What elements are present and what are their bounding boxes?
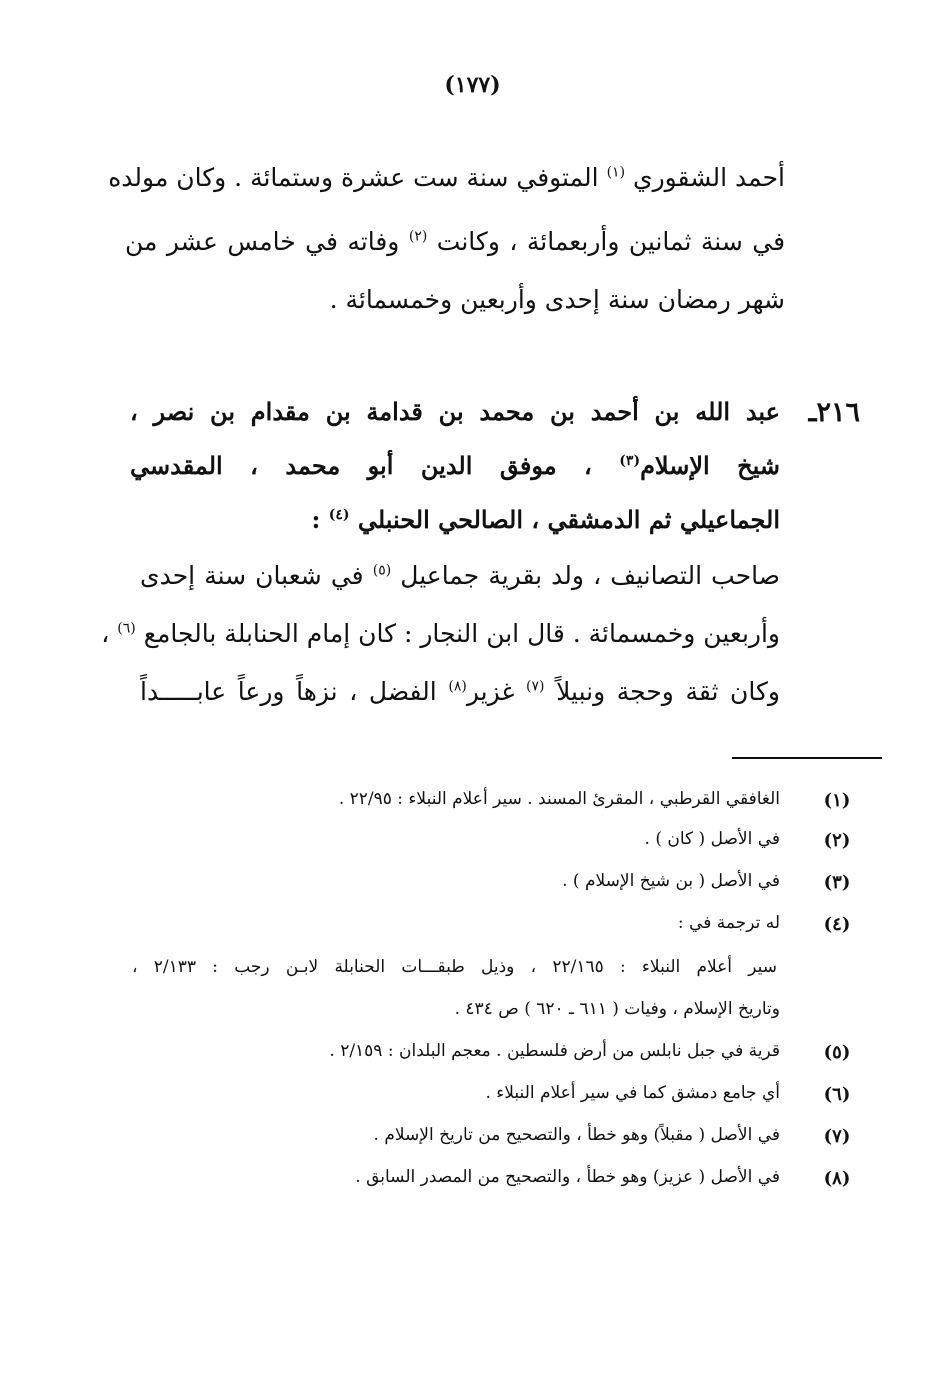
footnote-separator <box>732 757 882 759</box>
footnote-number: (١) <box>823 790 851 811</box>
footnote-ref-2: (٢) <box>408 228 428 245</box>
entry-heading-line-2 <box>130 446 780 486</box>
footnote-ref-5: (٥) <box>372 562 392 579</box>
entry-heading-text: شيخ الإسلام <box>640 451 781 480</box>
text-segment: الفضل ، نزهاً ورعاً عابـــــداً <box>140 677 437 706</box>
footnote-text: الغافقي القرطبي ، المقرئ المسند . سير أعلام النبلاء : ٢٢/٩٥ . <box>338 789 780 809</box>
text-segment: صاحب التصانيف ، ولد بقرية جماعيل <box>400 561 780 590</box>
footnote-text: في الأصل ( مقبلاً) وهو خطأ ، والتصحيح من تاريخ الإسلام . <box>373 1125 780 1145</box>
footnote-number: (٣) <box>823 872 851 893</box>
entry-number: ٢١٦ـ <box>808 397 860 428</box>
text-line-1 <box>108 158 785 198</box>
footnote-text-continuation: سير أعلام النبلاء : ٢٢/١٦٥ ، وذيل طبقـــات الحنابلة لابـن رجب : ٢/١٣٣ ، <box>132 957 777 977</box>
page-number: (١٧٧) <box>444 72 501 98</box>
footnote-ref-6: (٦) <box>117 620 136 637</box>
footnote-number: (٧) <box>823 1126 851 1147</box>
footnote-number: (٤) <box>823 914 851 935</box>
entry-body-line-3 <box>140 672 780 712</box>
footnote-text: له ترجمة في : <box>677 913 780 933</box>
entry-body-line-1 <box>140 556 780 596</box>
entry-heading-text: الجماعيلي ثم الدمشقي ، الصالحي الحنبلي <box>357 505 780 534</box>
footnote-number: (٢) <box>823 830 851 851</box>
text-segment: وأربعين وخمسمائة . قال ابن النجار : كان إمام الحنابلة بالجامع <box>143 619 780 648</box>
text-line-3 <box>125 280 785 320</box>
footnote-text: في الأصل ( عزيز) وهو خطأ ، والتصحيح من المصدر السابق . <box>355 1167 780 1187</box>
footnote-ref-4: (٤) <box>328 507 350 523</box>
entry-body-line-2 <box>101 614 780 654</box>
footnote-text: في الأصل ( كان ) . <box>644 829 780 849</box>
entry-heading-line-1 <box>130 392 780 432</box>
text-segment: شهر رمضان سنة إحدى وأربعين وخمسمائة . <box>329 285 785 314</box>
footnote-text: في الأصل ( بن شيخ الإسلام ) . <box>562 871 780 891</box>
footnote-text: قرية في جبل نابلس من أرض فلسطين . معجم البلدان : ٢/١٥٩ . <box>329 1041 780 1061</box>
text-segment: ، <box>101 619 110 648</box>
text-segment: المتوفي سنة ست عشرة وستمائة . وكان مولده <box>108 163 599 192</box>
footnote-ref-8: (٨) <box>448 678 467 695</box>
footnote-number: (٥) <box>823 1042 851 1063</box>
text-segment: في شعبان سنة إحدى <box>140 561 364 590</box>
footnote-ref-7: (٧) <box>526 678 545 695</box>
entry-heading-text: ، موفق الدين أبو محمد ، المقدسي <box>130 451 592 480</box>
text-segment: أحمد الشقوري <box>633 163 785 192</box>
text-segment: وفاته في خامس عشر من <box>125 227 400 256</box>
entry-heading-text: : <box>311 505 321 534</box>
footnote-text: أي جامع دمشق كما في سير أعلام النبلاء . <box>485 1083 780 1103</box>
footnote-ref-1: (١) <box>606 164 626 181</box>
text-segment: وكان ثقة وحجة ونبيلاً <box>556 677 781 706</box>
footnote-number: (٨) <box>823 1168 851 1189</box>
entry-heading-text: عبد الله بن أحمد بن محمد بن قدامة بن مقدام بن نصر ، <box>130 397 780 426</box>
text-segment: في سنة ثمانين وأربعمائة ، وكانت <box>436 227 786 256</box>
text-line-2 <box>125 222 785 262</box>
text-segment: غزير <box>466 677 515 706</box>
entry-heading-line-3 <box>130 500 780 540</box>
footnote-number: (٦) <box>823 1084 851 1105</box>
footnote-text-continuation: وتاريخ الإسلام ، وفيات ( ٦١١ ـ ٦٢٠ ) ص ٤٣٤ . <box>454 999 780 1019</box>
footnote-ref-3: (٣) <box>619 453 641 469</box>
